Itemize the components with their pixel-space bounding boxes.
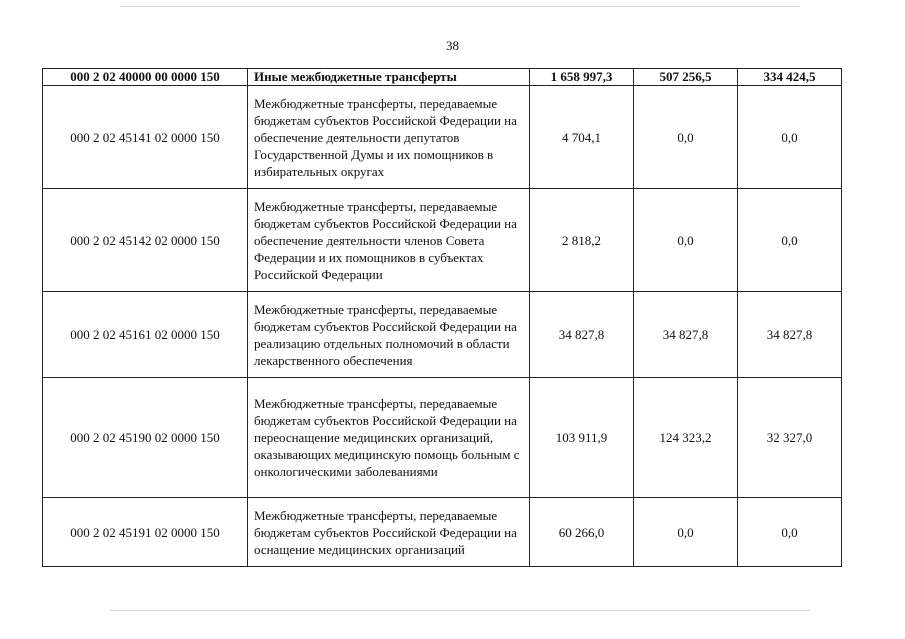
row-code-cell: 000 2 02 45191 02 0000 150 (43, 498, 248, 567)
table-row (43, 189, 842, 292)
table-row (43, 498, 842, 567)
row-value-2-cell: 0,0 (634, 86, 738, 189)
row-value-2-cell: 34 827,8 (634, 292, 738, 378)
row-value-3-cell: 0,0 (738, 86, 842, 189)
row-code-cell: 000 2 02 45190 02 0000 150 (43, 378, 248, 498)
header-value-1-cell: 1 658 997,3 (530, 69, 634, 86)
table-header-row (43, 69, 842, 86)
row-value-2-cell: 0,0 (634, 189, 738, 292)
row-value-2-cell: 124 323,2 (634, 378, 738, 498)
row-name-cell: Межбюджетные трансферты, передаваемые бюджетам субъектов Российской Федерации на переоснащение медицинских организаций, оказывающих медицинскую помощь больным с онкологическими заболеваниями (248, 378, 530, 498)
row-name-cell: Межбюджетные трансферты, передаваемые бюджетам субъектов Российской Федерации на оснащение медицинских организаций (248, 498, 530, 567)
row-code-cell: 000 2 02 45161 02 0000 150 (43, 292, 248, 378)
row-value-3-cell: 34 827,8 (738, 292, 842, 378)
row-value-3-cell: 0,0 (738, 189, 842, 292)
row-value-3-cell: 0,0 (738, 498, 842, 567)
table-row (43, 86, 842, 189)
row-value-1-cell: 34 827,8 (530, 292, 634, 378)
budget-table (42, 68, 842, 567)
row-code-cell: 000 2 02 45142 02 0000 150 (43, 189, 248, 292)
row-name-cell: Межбюджетные трансферты, передаваемые бюджетам субъектов Российской Федерации на реализацию отдельных полномочий в области лекарственного обеспечения (248, 292, 530, 378)
row-value-2-cell: 0,0 (634, 498, 738, 567)
row-value-1-cell: 60 266,0 (530, 498, 634, 567)
row-name-cell: Межбюджетные трансферты, передаваемые бюджетам субъектов Российской Федерации на обеспечение деятельности членов Совета Федерации и их помощников в субъектах Российской Федерации (248, 189, 530, 292)
row-value-3-cell: 32 327,0 (738, 378, 842, 498)
header-value-3-cell: 334 424,5 (738, 69, 842, 86)
page-number: 38 (446, 38, 459, 53)
header-value-2-cell: 507 256,5 (634, 69, 738, 86)
header-name-cell: Иные межбюджетные трансферты (248, 69, 530, 86)
row-name-cell: Межбюджетные трансферты, передаваемые бюджетам субъектов Российской Федерации на обеспечение деятельности депутатов Государственной Думы и их помощников в избирательных округах (248, 86, 530, 189)
row-value-1-cell: 4 704,1 (530, 86, 634, 189)
scan-edge-bottom (110, 610, 810, 611)
scan-edge-top (120, 6, 800, 7)
row-value-1-cell: 103 911,9 (530, 378, 634, 498)
table-row (43, 292, 842, 378)
table-row (43, 378, 842, 498)
header-code-cell: 000 2 02 40000 00 0000 150 (43, 69, 248, 86)
row-code-cell: 000 2 02 45141 02 0000 150 (43, 86, 248, 189)
row-value-1-cell: 2 818,2 (530, 189, 634, 292)
